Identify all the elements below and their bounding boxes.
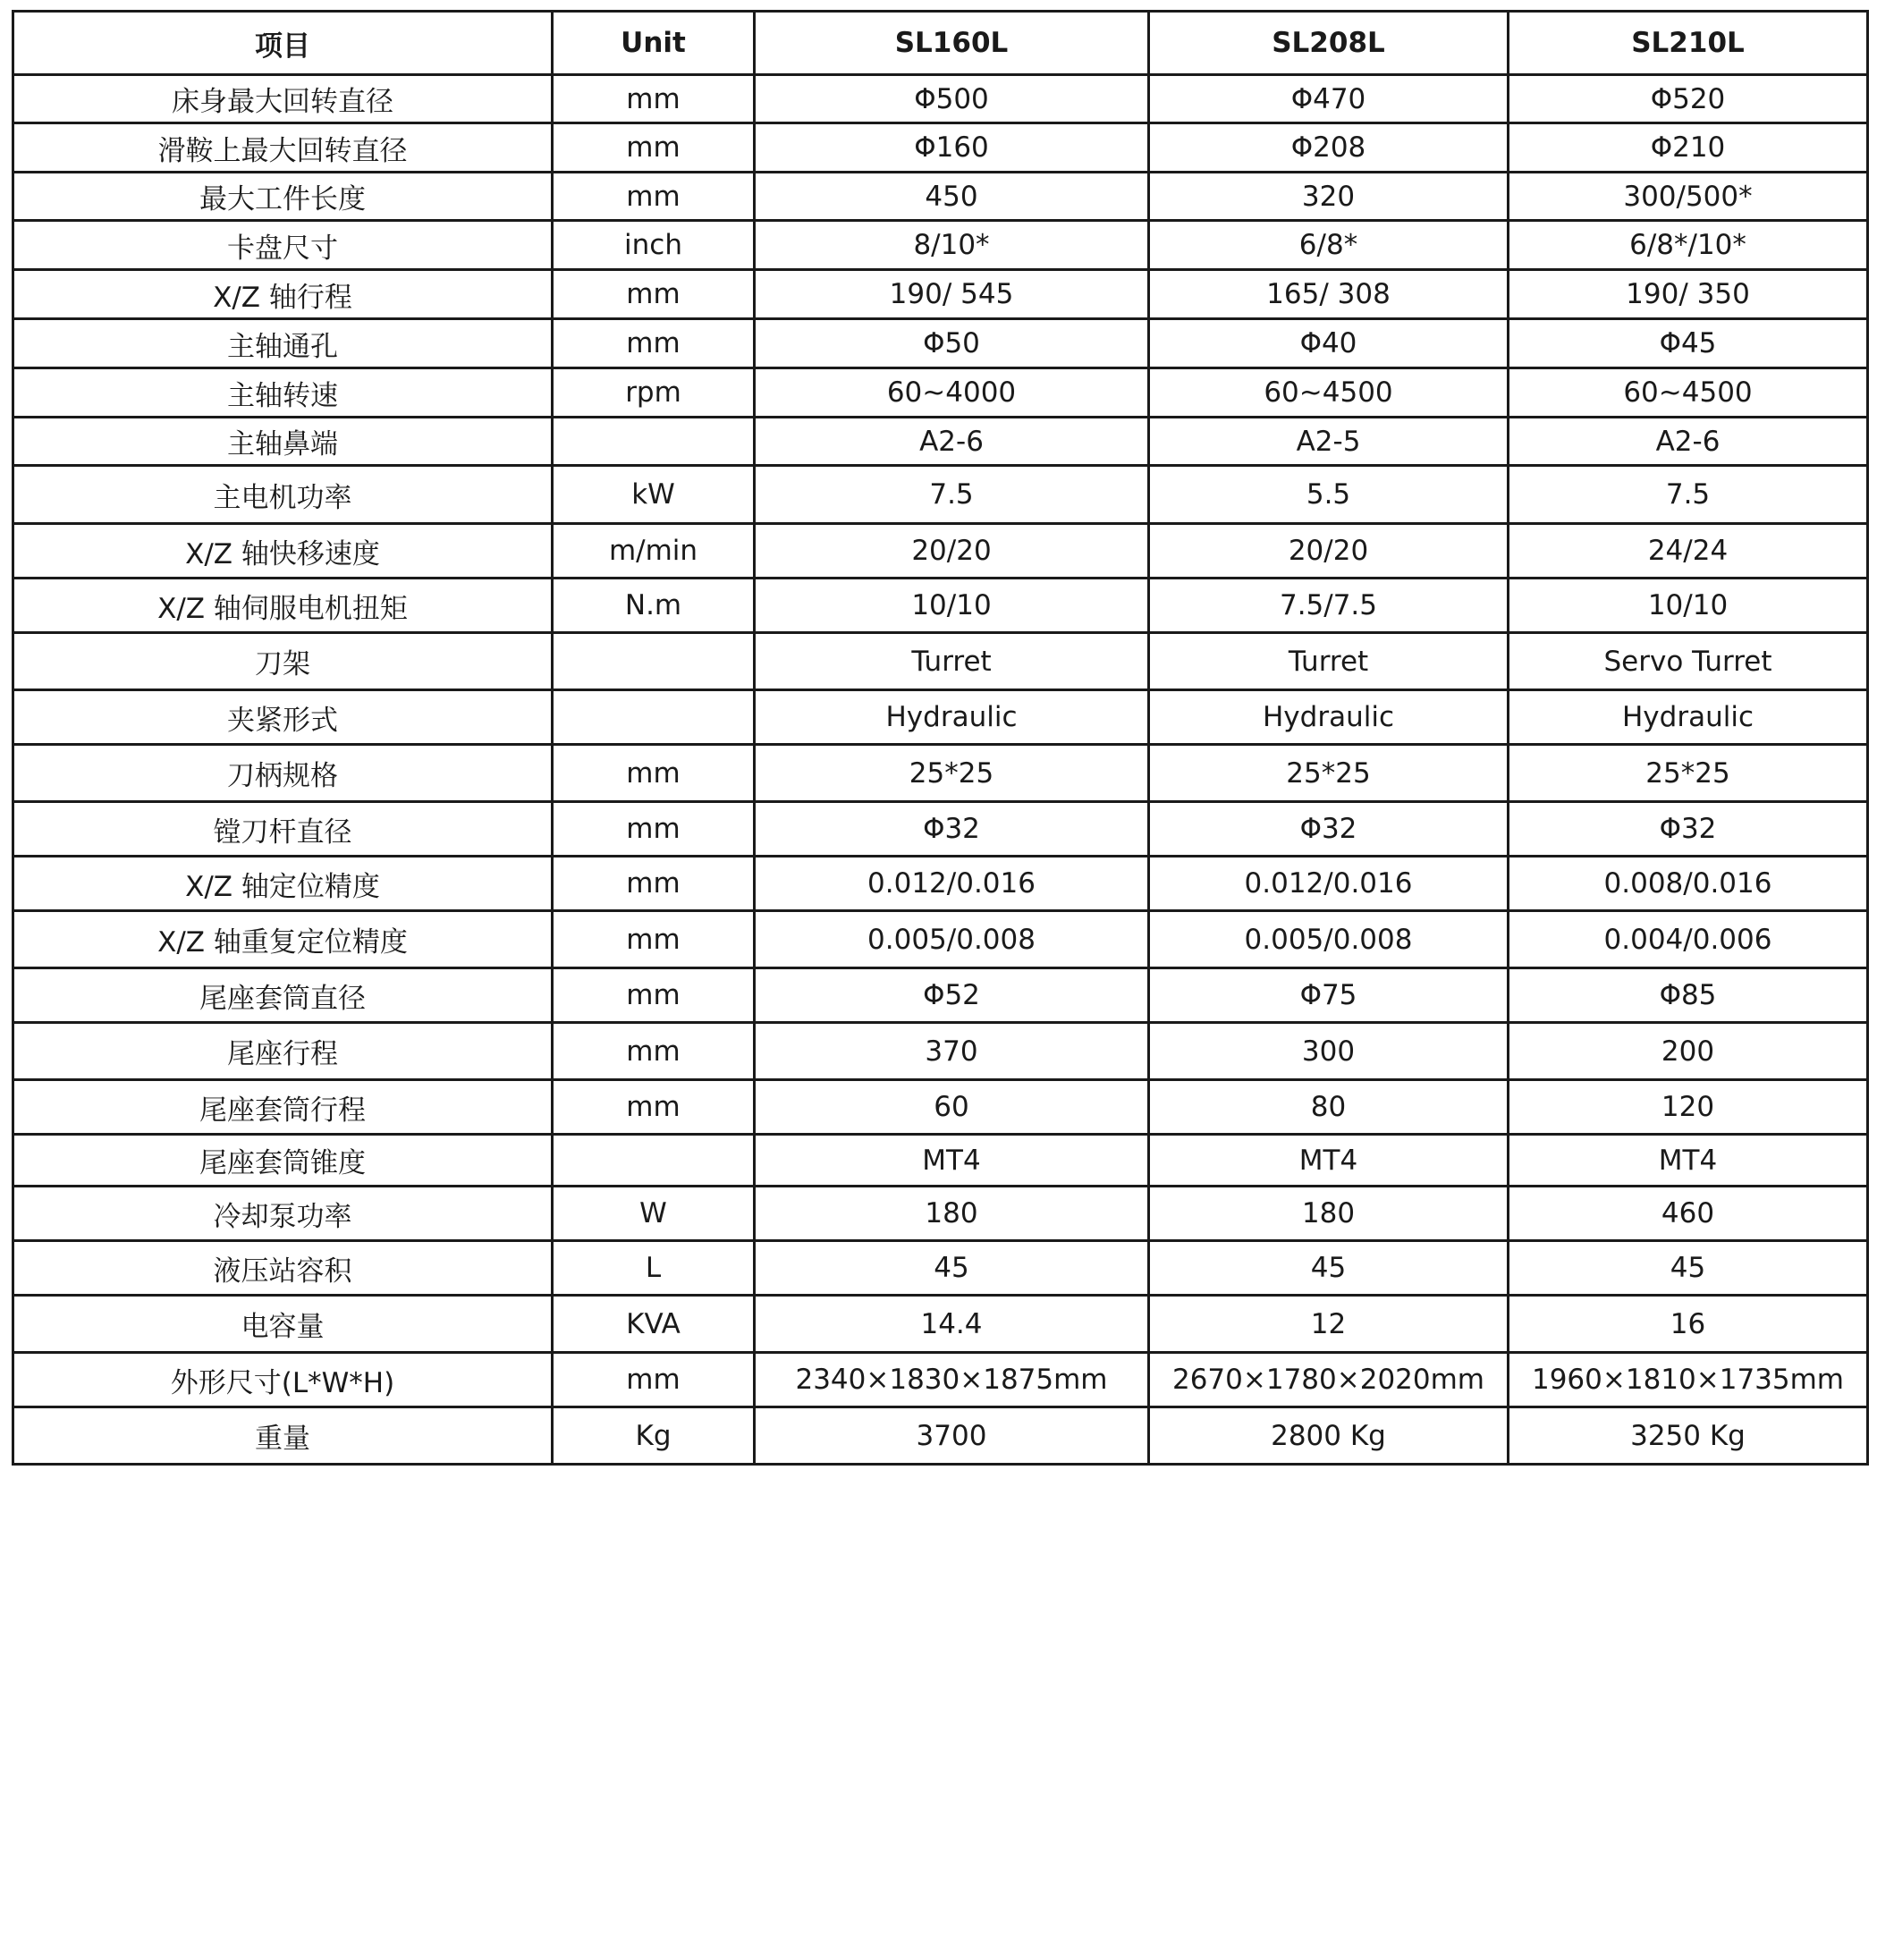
table-row xyxy=(13,123,1868,173)
sl210l-value-cell: 45 xyxy=(1509,1241,1868,1296)
sl160l-value-cell: 14.4 xyxy=(755,1296,1149,1353)
sl208l-value-cell: MT4 xyxy=(1149,1135,1509,1187)
sl208l-value-cell: Φ40 xyxy=(1149,319,1509,368)
sl160l-value-cell: 190/ 545 xyxy=(755,270,1149,319)
sl208l-value-cell: Φ208 xyxy=(1149,123,1509,173)
item-name-cell: X/Z 轴伺服电机扭矩 xyxy=(13,579,553,633)
item-name-cell: 主电机功率 xyxy=(13,466,553,524)
table-row xyxy=(13,270,1868,319)
sl160l-value-cell: 450 xyxy=(755,173,1149,221)
sl160l-value-cell: Turret xyxy=(755,633,1149,690)
sl208l-value-cell: Hydraulic xyxy=(1149,690,1509,745)
table-row xyxy=(13,1135,1868,1187)
header-unit: Unit xyxy=(553,12,755,75)
sl210l-value-cell: Φ210 xyxy=(1509,123,1868,173)
sl160l-value-cell: Φ50 xyxy=(755,319,1149,368)
sl210l-value-cell: Φ32 xyxy=(1509,802,1868,857)
table-row xyxy=(13,368,1868,418)
sl160l-value-cell: 180 xyxy=(755,1187,1149,1241)
header-model-sl160l: SL160L xyxy=(755,12,1149,75)
table-row xyxy=(13,524,1868,579)
unit-cell xyxy=(553,690,755,745)
unit-cell: W xyxy=(553,1187,755,1241)
sl210l-value-cell: 120 xyxy=(1509,1080,1868,1135)
table-row xyxy=(13,911,1868,968)
sl160l-value-cell: 0.012/0.016 xyxy=(755,857,1149,911)
table-header xyxy=(13,12,1868,75)
unit-cell xyxy=(553,1135,755,1187)
table-row xyxy=(13,1187,1868,1241)
sl210l-value-cell: 6/8*/10* xyxy=(1509,221,1868,270)
sl208l-value-cell: 5.5 xyxy=(1149,466,1509,524)
sl160l-value-cell: 25*25 xyxy=(755,745,1149,802)
sl160l-value-cell: 60 xyxy=(755,1080,1149,1135)
sl210l-value-cell: 3250 Kg xyxy=(1509,1407,1868,1465)
sl208l-value-cell: 6/8* xyxy=(1149,221,1509,270)
table-row xyxy=(13,745,1868,802)
sl210l-value-cell: 24/24 xyxy=(1509,524,1868,579)
unit-cell: mm xyxy=(553,802,755,857)
sl210l-value-cell: Φ45 xyxy=(1509,319,1868,368)
item-name-cell: 最大工件长度 xyxy=(13,173,553,221)
unit-cell: mm xyxy=(553,1353,755,1407)
item-name-cell: 重量 xyxy=(13,1407,553,1465)
table-row xyxy=(13,75,1868,123)
unit-cell: Kg xyxy=(553,1407,755,1465)
unit-cell: mm xyxy=(553,1080,755,1135)
sl208l-value-cell: 20/20 xyxy=(1149,524,1509,579)
sl210l-value-cell: MT4 xyxy=(1509,1135,1868,1187)
sl208l-value-cell: Φ75 xyxy=(1149,968,1509,1023)
table-row xyxy=(13,418,1868,466)
table-body xyxy=(13,75,1868,1465)
sl208l-value-cell: 320 xyxy=(1149,173,1509,221)
item-name-cell: X/Z 轴定位精度 xyxy=(13,857,553,911)
sl210l-value-cell: 10/10 xyxy=(1509,579,1868,633)
sl208l-value-cell: A2-5 xyxy=(1149,418,1509,466)
sl210l-value-cell: 16 xyxy=(1509,1296,1868,1353)
table-row xyxy=(13,1353,1868,1407)
sl208l-value-cell: 0.005/0.008 xyxy=(1149,911,1509,968)
unit-cell: mm xyxy=(553,75,755,123)
item-name-cell: 液压站容积 xyxy=(13,1241,553,1296)
unit-cell xyxy=(553,418,755,466)
item-name-cell: 卡盘尺寸 xyxy=(13,221,553,270)
table-row xyxy=(13,466,1868,524)
sl160l-value-cell: Φ52 xyxy=(755,968,1149,1023)
item-name-cell: 主轴通孔 xyxy=(13,319,553,368)
item-name-cell: 刀柄规格 xyxy=(13,745,553,802)
sl210l-value-cell: Servo Turret xyxy=(1509,633,1868,690)
item-name-cell: 滑鞍上最大回转直径 xyxy=(13,123,553,173)
item-name-cell: 电容量 xyxy=(13,1296,553,1353)
unit-cell: mm xyxy=(553,123,755,173)
sl210l-value-cell: 60~4500 xyxy=(1509,368,1868,418)
item-name-cell: 外形尺寸(L*W*H) xyxy=(13,1353,553,1407)
sl208l-value-cell: 7.5/7.5 xyxy=(1149,579,1509,633)
unit-cell: KVA xyxy=(553,1296,755,1353)
item-name-cell: 冷却泵功率 xyxy=(13,1187,553,1241)
sl208l-value-cell: 165/ 308 xyxy=(1149,270,1509,319)
item-name-cell: 主轴转速 xyxy=(13,368,553,418)
item-name-cell: X/Z 轴快移速度 xyxy=(13,524,553,579)
sl208l-value-cell: 2670×1780×2020mm xyxy=(1149,1353,1509,1407)
unit-cell: mm xyxy=(553,173,755,221)
sl160l-value-cell: 7.5 xyxy=(755,466,1149,524)
sl210l-value-cell: Φ85 xyxy=(1509,968,1868,1023)
unit-cell: mm xyxy=(553,319,755,368)
sl160l-value-cell: 60~4000 xyxy=(755,368,1149,418)
item-name-cell: 尾座套筒直径 xyxy=(13,968,553,1023)
sl210l-value-cell: 0.004/0.006 xyxy=(1509,911,1868,968)
table-row xyxy=(13,690,1868,745)
sl208l-value-cell: Turret xyxy=(1149,633,1509,690)
sl208l-value-cell: Φ470 xyxy=(1149,75,1509,123)
sl210l-value-cell: A2-6 xyxy=(1509,418,1868,466)
sl208l-value-cell: Φ32 xyxy=(1149,802,1509,857)
sl210l-value-cell: Φ520 xyxy=(1509,75,1868,123)
unit-cell: L xyxy=(553,1241,755,1296)
sl208l-value-cell: 12 xyxy=(1149,1296,1509,1353)
sl160l-value-cell: 0.005/0.008 xyxy=(755,911,1149,968)
item-name-cell: 夹紧形式 xyxy=(13,690,553,745)
sl210l-value-cell: 25*25 xyxy=(1509,745,1868,802)
sl208l-value-cell: 60~4500 xyxy=(1149,368,1509,418)
table-row xyxy=(13,1080,1868,1135)
item-name-cell: 床身最大回转直径 xyxy=(13,75,553,123)
table-row xyxy=(13,1407,1868,1465)
sl160l-value-cell: Φ32 xyxy=(755,802,1149,857)
table-row xyxy=(13,319,1868,368)
sl210l-value-cell: 0.008/0.016 xyxy=(1509,857,1868,911)
unit-cell: mm xyxy=(553,1023,755,1080)
table-row xyxy=(13,1023,1868,1080)
table-row xyxy=(13,802,1868,857)
table-row xyxy=(13,579,1868,633)
item-name-cell: 刀架 xyxy=(13,633,553,690)
sl208l-value-cell: 180 xyxy=(1149,1187,1509,1241)
sl208l-value-cell: 2800 Kg xyxy=(1149,1407,1509,1465)
item-name-cell: 主轴鼻端 xyxy=(13,418,553,466)
unit-cell: inch xyxy=(553,221,755,270)
unit-cell: rpm xyxy=(553,368,755,418)
unit-cell xyxy=(553,633,755,690)
table-row xyxy=(13,857,1868,911)
sl160l-value-cell: Φ500 xyxy=(755,75,1149,123)
sl160l-value-cell: 8/10* xyxy=(755,221,1149,270)
item-name-cell: 镗刀杆直径 xyxy=(13,802,553,857)
sl160l-value-cell: 370 xyxy=(755,1023,1149,1080)
sl160l-value-cell: 45 xyxy=(755,1241,1149,1296)
sl160l-value-cell: Φ160 xyxy=(755,123,1149,173)
header-row xyxy=(13,12,1868,75)
header-model-sl208l: SL208L xyxy=(1149,12,1509,75)
sl208l-value-cell: 25*25 xyxy=(1149,745,1509,802)
sl210l-value-cell: 7.5 xyxy=(1509,466,1868,524)
sl210l-value-cell: 200 xyxy=(1509,1023,1868,1080)
unit-cell: m/min xyxy=(553,524,755,579)
table-row xyxy=(13,633,1868,690)
unit-cell: mm xyxy=(553,745,755,802)
sl208l-value-cell: 80 xyxy=(1149,1080,1509,1135)
header-item: 项目 xyxy=(13,12,553,75)
sl210l-value-cell: 300/500* xyxy=(1509,173,1868,221)
header-model-sl210l: SL210L xyxy=(1509,12,1868,75)
item-name-cell: 尾座行程 xyxy=(13,1023,553,1080)
item-name-cell: X/Z 轴行程 xyxy=(13,270,553,319)
item-name-cell: 尾座套筒行程 xyxy=(13,1080,553,1135)
spec-table xyxy=(12,10,1869,1466)
sl210l-value-cell: 1960×1810×1735mm xyxy=(1509,1353,1868,1407)
unit-cell: kW xyxy=(553,466,755,524)
unit-cell: N.m xyxy=(553,579,755,633)
sl210l-value-cell: 460 xyxy=(1509,1187,1868,1241)
sl160l-value-cell: A2-6 xyxy=(755,418,1149,466)
sl208l-value-cell: 0.012/0.016 xyxy=(1149,857,1509,911)
item-name-cell: 尾座套筒锥度 xyxy=(13,1135,553,1187)
sl160l-value-cell: 20/20 xyxy=(755,524,1149,579)
table-row xyxy=(13,1241,1868,1296)
sl208l-value-cell: 45 xyxy=(1149,1241,1509,1296)
sl208l-value-cell: 300 xyxy=(1149,1023,1509,1080)
table-row xyxy=(13,968,1868,1023)
table-row xyxy=(13,221,1868,270)
sl160l-value-cell: 2340×1830×1875mm xyxy=(755,1353,1149,1407)
sl210l-value-cell: 190/ 350 xyxy=(1509,270,1868,319)
unit-cell: mm xyxy=(553,857,755,911)
unit-cell: mm xyxy=(553,968,755,1023)
sl160l-value-cell: 10/10 xyxy=(755,579,1149,633)
item-name-cell: X/Z 轴重复定位精度 xyxy=(13,911,553,968)
sl160l-value-cell: 3700 xyxy=(755,1407,1149,1465)
sl160l-value-cell: Hydraulic xyxy=(755,690,1149,745)
sl160l-value-cell: MT4 xyxy=(755,1135,1149,1187)
unit-cell: mm xyxy=(553,270,755,319)
table-row xyxy=(13,1296,1868,1353)
table-row xyxy=(13,173,1868,221)
sl210l-value-cell: Hydraulic xyxy=(1509,690,1868,745)
unit-cell: mm xyxy=(553,911,755,968)
